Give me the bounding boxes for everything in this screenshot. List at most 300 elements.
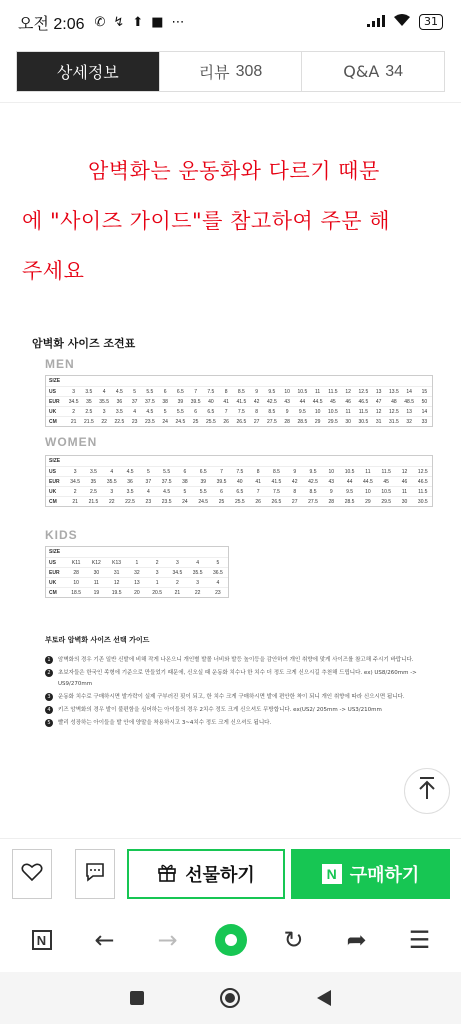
table-cell: 12.5	[358, 388, 369, 395]
table-cell: 23	[145, 498, 152, 505]
table-cell: 43	[328, 478, 335, 485]
table-cell: 25	[192, 418, 199, 425]
table-cell: 30	[345, 418, 351, 425]
table-row	[46, 476, 432, 486]
row-label: CM	[49, 418, 57, 425]
table-header-cell: SIZE	[49, 378, 61, 384]
table-cell: 4	[110, 468, 114, 475]
recent-apps-button[interactable]	[125, 986, 149, 1010]
table-cell: 19	[93, 589, 100, 596]
wifi-icon	[393, 13, 411, 31]
row-label: CM	[49, 498, 57, 505]
table-cell: 6.5	[207, 408, 215, 415]
table-cell: 32	[134, 569, 140, 576]
table-row	[46, 406, 432, 416]
table-cell: 1	[135, 559, 139, 566]
table-cell: 5	[146, 468, 150, 475]
table-cell: 23	[215, 589, 221, 596]
table-header-row	[46, 456, 432, 466]
table-cell: 23	[131, 418, 138, 425]
table-cell: 2.5	[85, 408, 93, 415]
forward-button[interactable]	[148, 920, 188, 960]
row-label: US	[49, 468, 56, 475]
table-cell: 21	[70, 418, 77, 425]
gift-button[interactable]	[127, 849, 285, 899]
notice-line-2: 에 "사이즈 가이드"를 참고하여 주문 해	[22, 209, 390, 233]
table-cell: 41	[223, 398, 229, 405]
table-cell: 3	[102, 408, 106, 415]
table-cell: 8.5	[309, 488, 317, 495]
table-cell: 9	[285, 408, 289, 415]
size-chart	[28, 330, 434, 770]
menu-button[interactable]	[400, 920, 440, 960]
table-cell: 22.5	[114, 418, 125, 425]
table-cell: 25	[218, 498, 225, 505]
table-cell: 3.5	[126, 488, 134, 495]
system-navigation-bar	[0, 972, 461, 1024]
battery-icon: 31	[419, 14, 443, 30]
table-cell: 14	[421, 408, 428, 415]
table-cell: 10	[314, 408, 321, 415]
list-item	[45, 655, 430, 666]
guide-text: 빨리 성장하는 아이들을 발 안에 양말을 착용하시고 3~4치수 정도 크게 신으셔도 됩니다.	[58, 720, 272, 726]
row-label: UK	[49, 488, 57, 495]
table-row	[46, 386, 432, 396]
refresh-icon: ↻	[283, 926, 304, 954]
table-cell: 39	[177, 398, 184, 405]
table-cell: 4.5	[115, 388, 123, 395]
table-cell: 3.5	[115, 408, 123, 415]
table-cell: 8.5	[272, 468, 280, 475]
table-cell: 11.5	[328, 388, 338, 395]
table-cell: 31	[113, 569, 120, 576]
table-cell: 4	[196, 559, 200, 566]
table-cell: 21.5	[88, 498, 99, 505]
table-cell: 9.5	[298, 408, 306, 415]
table-cell: 27.5	[267, 418, 277, 425]
table-cell: 42	[291, 478, 298, 485]
number-badge: 2	[45, 669, 53, 677]
table-cell: 3	[175, 559, 179, 566]
table-cell: 8	[255, 408, 259, 415]
arrow-left-icon: ←	[94, 926, 115, 954]
table-cell: 28.5	[297, 418, 308, 425]
table-cell: 27	[253, 418, 260, 425]
table-cell: 15	[421, 388, 428, 395]
table-cell: 37	[131, 398, 138, 405]
missed-call-icon: ↯	[113, 14, 125, 30]
table-header-row	[46, 547, 228, 557]
table-cell: 5	[163, 408, 167, 415]
guide-list	[45, 655, 430, 731]
table-cell: 33	[421, 418, 428, 425]
gift-icon	[157, 862, 177, 887]
table-cell: 4	[102, 388, 106, 395]
table-cell: 46.5	[358, 398, 369, 405]
table-cell: 5.5	[146, 388, 154, 395]
table-cell: 10.5	[381, 488, 392, 495]
table-cell: 4.5	[163, 488, 171, 495]
table-cell: 11.5	[381, 468, 391, 475]
notice-line-1: 암벽화는 운동화와 다르기 때문	[88, 159, 380, 183]
row-label: US	[49, 559, 56, 566]
table-cell: 4	[146, 488, 150, 495]
table-cell: 42.5	[308, 478, 318, 485]
table-cell: 41.5	[271, 478, 282, 485]
table-cell: 5	[133, 388, 137, 395]
table-cell: 13	[134, 579, 140, 586]
row-label: UK	[49, 408, 57, 415]
table-cell: 34.5	[68, 398, 79, 405]
table-cell: 8.5	[237, 388, 245, 395]
tab-label: Q&A	[343, 62, 380, 81]
table-cell: 44	[299, 398, 306, 405]
home-button[interactable]	[211, 920, 251, 960]
tab-count: 308	[235, 62, 263, 80]
table-cell: 2	[175, 579, 179, 586]
table-cell: 8	[293, 488, 297, 495]
table-cell: 12.5	[417, 468, 428, 475]
table-cell: 29.5	[381, 498, 392, 505]
table-cell: 8.5	[268, 408, 276, 415]
table-cell: K11	[71, 559, 81, 566]
table-cell: K12	[91, 559, 101, 566]
table-cell: 11	[401, 488, 408, 495]
table-cell: 46	[401, 478, 408, 485]
table-cell: 7	[224, 408, 228, 415]
table-cell: 22	[101, 418, 107, 425]
table-cell: 13	[406, 408, 412, 415]
table-cell: 2.5	[89, 488, 97, 495]
number-badge: 3	[45, 693, 53, 701]
system-home-button[interactable]	[218, 986, 242, 1010]
more-icon: ⋯	[171, 14, 185, 30]
table-row	[46, 557, 228, 567]
table-cell: 9	[255, 388, 259, 395]
table-cell: 42	[253, 398, 260, 405]
app-icon: ■	[151, 14, 164, 30]
arrow-right-icon: →	[157, 926, 178, 954]
arrow-up-icon	[417, 776, 437, 806]
table-row	[46, 416, 432, 426]
table-cell: 5	[216, 559, 220, 566]
naver-home-button[interactable]	[22, 920, 62, 960]
table-cell: 30.5	[417, 498, 428, 505]
guide-text: 키즈 암벽화의 경우 발이 불편함을 심어하는 아이들의 경우 2치수 정도 크게 신으셔도 무방합니다. ex(US2/ 205mm -> US3/210mm	[58, 707, 382, 713]
table-cell: 46.5	[417, 478, 428, 485]
browser-toolbar	[0, 908, 461, 972]
kids-label: KIDS	[45, 528, 78, 542]
table-cell: 35.5	[192, 569, 203, 576]
table-cell: 47	[375, 398, 382, 405]
table-cell: 12	[345, 388, 351, 395]
table-cell: 3	[72, 388, 76, 395]
table-cell: 37	[145, 478, 152, 485]
table-cell: 29.5	[328, 418, 338, 425]
table-row	[46, 577, 228, 587]
npay-icon: N	[322, 864, 342, 884]
table-cell: 6.5	[176, 388, 184, 395]
table-cell: 39.5	[190, 398, 201, 405]
table-cell: 28.5	[344, 498, 355, 505]
detail-tabs	[16, 51, 445, 92]
table-cell: 4	[216, 579, 220, 586]
system-back-button[interactable]	[312, 986, 336, 1010]
table-cell: 2	[155, 559, 159, 566]
table-cell: 5	[183, 488, 187, 495]
guide-title: 부토라 암벽화 사이즈 선택 가이드	[45, 636, 150, 644]
table-cell: 26.5	[271, 498, 282, 505]
table-cell: 5.5	[199, 488, 207, 495]
table-cell: 26	[255, 498, 261, 505]
table-cell: 6	[194, 408, 198, 415]
table-cell: 39.5	[216, 478, 227, 485]
guide-text: 암벽화의 경우 기존 일반 신발에 비해 작게 나온으니 개인별 발볼 너비와 발등 높이등을 감안하여 개인 취향에 맞게 사이즈를 참고해 주시기 바랍니다.	[58, 657, 414, 663]
back-button[interactable]	[85, 920, 125, 960]
table-cell: K13	[112, 559, 122, 566]
table-cell: 21.5	[84, 418, 94, 425]
table-cell: 44.5	[363, 478, 373, 485]
table-cell: 23.5	[161, 498, 172, 505]
women-label: WOMEN	[45, 435, 98, 449]
table-cell: 21	[174, 589, 181, 596]
table-cell: 3.5	[89, 468, 97, 475]
row-label: EUR	[49, 398, 60, 405]
table-cell: 6	[183, 468, 187, 475]
table-cell: 25.5	[206, 418, 216, 425]
table-cell: 24.5	[198, 498, 209, 505]
table-cell: 31	[375, 418, 382, 425]
table-cell: 5.5	[163, 468, 171, 475]
tab-count: 34	[385, 62, 404, 80]
row-label: US	[49, 388, 56, 395]
status-bar	[0, 0, 461, 44]
table-cell: 45	[330, 398, 336, 405]
table-cell: 10	[365, 488, 371, 495]
table-row	[46, 496, 432, 506]
table-cell: 41.5	[236, 398, 247, 405]
table-cell: 42.5	[267, 398, 277, 405]
table-cell: 30.5	[358, 418, 369, 425]
talk-button[interactable]	[75, 849, 115, 899]
guide-text: 운동화 치수로 구매하시면 발가락이 실제 구부러진 핏이 되고, 한 치수 크게 구매하시면 발에 편안한 착이 되니 개인 취향에 따라 신으시면 됩니다.	[58, 694, 405, 700]
table-cell: 7.5	[272, 488, 280, 495]
table-cell: 10.5	[328, 408, 338, 415]
table-cell: 12.5	[389, 408, 399, 415]
table-cell: 28	[284, 418, 290, 425]
table-row	[46, 486, 432, 496]
table-cell: 13.5	[389, 388, 399, 395]
table-cell: 8	[256, 468, 260, 475]
table-cell: 7	[194, 388, 198, 395]
table-cell: 7.5	[207, 388, 215, 395]
tab-reviews[interactable]	[159, 52, 302, 91]
table-cell: 12	[401, 468, 408, 475]
share-icon: ➦	[346, 926, 367, 954]
table-header-cell: SIZE	[49, 549, 61, 555]
table-cell: 26.5	[236, 418, 247, 425]
number-badge: 5	[45, 719, 53, 727]
table-cell: 35	[86, 398, 92, 405]
hamburger-icon: ☰	[408, 926, 431, 954]
table-cell: 23.5	[145, 418, 155, 425]
buy-label: 구매하기	[349, 865, 420, 886]
table-cell: 36	[116, 398, 123, 405]
divider	[0, 102, 461, 103]
table-cell: 44	[346, 478, 353, 485]
table-cell: 6.5	[236, 488, 244, 495]
women-size-table	[45, 455, 433, 507]
heart-icon	[21, 862, 43, 887]
table-cell: 4.5	[126, 468, 134, 475]
table-cell: 5.5	[176, 408, 184, 415]
table-cell: 28	[73, 569, 79, 576]
table-cell: 18.5	[71, 589, 81, 596]
home-circle-icon	[215, 924, 247, 956]
table-cell: 11.5	[418, 488, 428, 495]
table-cell: 13	[375, 388, 382, 395]
table-cell: 27	[291, 498, 298, 505]
table-header-cell: SIZE	[49, 458, 61, 464]
table-cell: 8	[224, 388, 228, 395]
table-cell: 7.5	[237, 408, 245, 415]
notice-line-3: 주세요	[22, 259, 85, 283]
table-row	[46, 396, 432, 406]
signal-icon	[367, 13, 385, 31]
table-cell: 9.5	[268, 388, 276, 395]
guide-text: 초보자들은 한국인 족형에 기준으로 만들었기 때문에, 신오실 때 운동화 치수나 한 치수 더 정도 크게 신으시길 추천해 드립니다. ex) US8/260mm -> US9/270mm	[58, 670, 417, 687]
tab-qna[interactable]	[301, 52, 444, 91]
table-cell: 24	[162, 418, 168, 425]
table-cell: 36.5	[213, 569, 223, 576]
table-row	[46, 466, 432, 476]
table-cell: 7.5	[236, 468, 244, 475]
table-cell: 10	[284, 388, 290, 395]
table-cell: 22	[108, 498, 115, 505]
size-chart-title: 암벽화 사이즈 조견표	[32, 337, 136, 350]
naver-logo-icon: N	[32, 930, 52, 950]
table-cell: 10.5	[297, 388, 308, 395]
table-cell: 3	[73, 468, 77, 475]
table-cell: 25.5	[234, 498, 245, 505]
table-cell: 12	[113, 579, 120, 586]
table-cell: 3	[196, 579, 200, 586]
list-item	[45, 668, 430, 690]
table-cell: 12	[375, 408, 382, 415]
purchase-action-bar	[0, 838, 461, 908]
table-cell: 11	[365, 468, 371, 475]
list-item	[45, 692, 430, 703]
table-cell: 3	[155, 569, 159, 576]
table-cell: 35	[90, 478, 97, 485]
number-badge: 1	[45, 656, 53, 664]
number-badge: 4	[45, 706, 53, 714]
table-cell: 26	[223, 418, 229, 425]
table-cell: 30	[401, 498, 408, 505]
share-button[interactable]	[337, 920, 377, 960]
table-cell: 40	[208, 398, 214, 405]
wishlist-button[interactable]	[12, 849, 52, 899]
table-cell: 9	[329, 488, 333, 495]
men-size-table	[45, 375, 433, 427]
table-cell: 9.5	[309, 468, 317, 475]
list-item	[45, 705, 430, 716]
table-cell: 34.5	[70, 478, 81, 485]
table-cell: 38	[182, 478, 188, 485]
table-cell: 46	[345, 398, 351, 405]
table-cell: 22	[194, 589, 201, 596]
table-cell: 20	[134, 589, 140, 596]
table-cell: 20.5	[152, 589, 162, 596]
men-label: MEN	[45, 357, 75, 371]
table-cell: 37.5	[161, 478, 172, 485]
table-cell: 35.5	[106, 478, 117, 485]
table-cell: 2	[73, 488, 77, 495]
table-cell: 9.5	[346, 488, 354, 495]
buy-button[interactable]	[291, 849, 450, 899]
table-cell: 36	[127, 478, 133, 485]
call-blocked-icon: ✆	[94, 14, 106, 30]
table-cell: 2	[72, 408, 76, 415]
table-cell: 3.5	[85, 388, 93, 395]
table-header-row	[46, 376, 432, 386]
table-cell: 10	[328, 468, 335, 475]
tab-details[interactable]	[17, 52, 159, 91]
upload-icon: ⬆	[132, 14, 144, 30]
table-cell: 44.5	[312, 398, 323, 405]
table-cell: 29	[365, 498, 371, 505]
table-cell: 11.5	[358, 408, 369, 415]
table-cell: 19.5	[111, 589, 122, 596]
table-cell: 50	[421, 398, 428, 405]
table-cell: 4.5	[146, 408, 154, 415]
tab-label: 상세정보	[56, 63, 119, 82]
table-cell: 1	[155, 579, 159, 586]
table-cell: 24.5	[175, 418, 186, 425]
table-cell: 10	[73, 579, 79, 586]
table-cell: 38	[162, 398, 168, 405]
table-cell: 11	[93, 579, 99, 586]
table-cell: 40	[237, 478, 243, 485]
row-label: EUR	[49, 478, 60, 485]
table-cell: 11	[345, 408, 351, 415]
table-cell: 48	[391, 398, 397, 405]
table-cell: 35.5	[99, 398, 109, 405]
table-cell: 3	[110, 488, 114, 495]
table-cell: 6	[220, 488, 223, 495]
table-cell: 4	[133, 408, 137, 415]
table-cell: 22.5	[125, 498, 135, 505]
table-cell: 48.5	[404, 398, 414, 405]
table-row	[46, 567, 228, 577]
table-cell: 37.5	[145, 398, 155, 405]
table-cell: 34.5	[172, 569, 183, 576]
table-cell: 11	[315, 388, 321, 395]
kids-size-table	[45, 546, 229, 598]
scroll-to-top-button[interactable]	[404, 768, 450, 814]
refresh-button[interactable]	[274, 920, 314, 960]
table-cell: 21	[72, 498, 78, 505]
table-cell: 10.5	[344, 468, 355, 475]
table-cell: 6	[163, 388, 167, 395]
chat-icon	[84, 861, 106, 888]
table-cell: 43	[284, 398, 290, 405]
table-cell: 24	[182, 498, 188, 505]
table-cell: 6.5	[199, 468, 207, 475]
row-label: UK	[49, 579, 57, 586]
table-cell: 41	[255, 478, 261, 485]
table-cell: 7	[256, 488, 260, 495]
